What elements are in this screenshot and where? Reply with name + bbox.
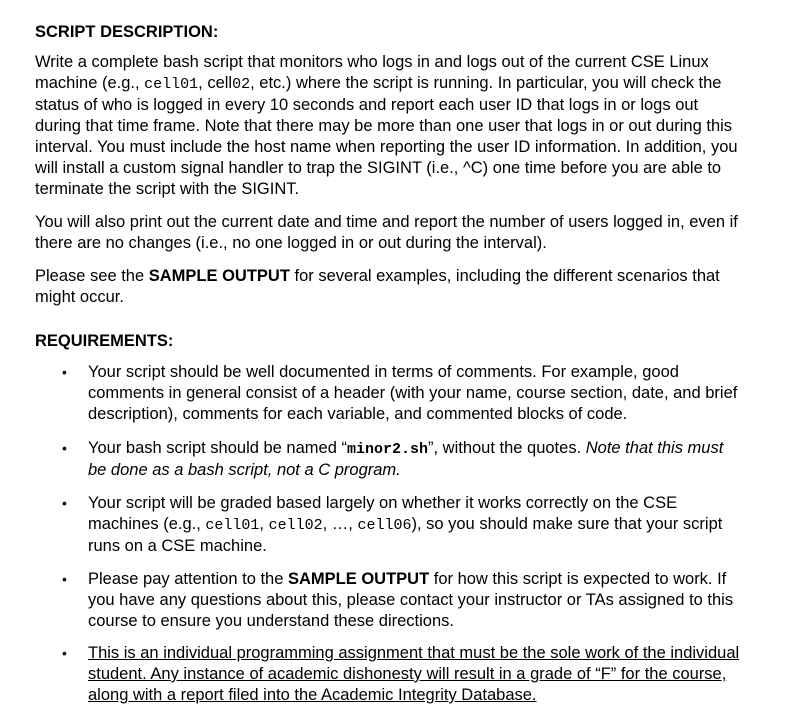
description-paragraph [35, 52, 741, 200]
requirement-item-documentation [62, 362, 741, 425]
code-cell01: cell01 [144, 76, 199, 93]
text-run: Please pay attention to the [88, 570, 288, 588]
requirement-item-sample-output [62, 569, 741, 632]
text-run: , [259, 515, 269, 533]
bullet-icon: • [62, 440, 67, 456]
code-filename: minor2.sh [346, 441, 428, 458]
date-time-paragraph: You will also print out the current date and time and report the number of users logged in, even if there are no changes (i.e., no one logged in or out during the interval). [35, 213, 738, 252]
code-cell02: cell02 [268, 517, 323, 534]
bullet-icon: • [62, 495, 67, 511]
requirements-heading: REQUIREMENTS: [35, 332, 174, 350]
bullet-icon: • [62, 364, 67, 380]
code-cell06: cell06 [357, 517, 412, 534]
integrity-text: This is an individual programming assignment that must be the sole work of the individual student. Any instance of academic dishonesty will result in a grade of “F” for the course, along with a report filed into the Academic Integrity Database. [88, 644, 740, 704]
script-description-heading: SCRIPT DESCRIPTION: [35, 23, 219, 41]
text-run: , …, [322, 515, 358, 533]
text-run: Your script will be graded based largely on whether it works correctly on the CSE machines (e.g., [88, 494, 678, 533]
bullet-icon: • [62, 571, 67, 587]
requirement-text: Your script should be well documented in terms of comments. For example, good comments in general consist of a header (with your name, course section, date, and brief description), comments for each variable, and commented blocks of code. [88, 363, 738, 423]
text-run: Write a complete bash script that monitors who logs in and logs out of the current CSE Linux machine (e.g., [35, 53, 709, 92]
text-run: for how this script is expected to work. If you have any questions about this, please contact your instructor or TAs assigned to this course to ensure you understand these directions. [88, 570, 734, 630]
bullet-icon: • [62, 645, 67, 661]
text-run: , etc.) where the script is running. In particular, you will check the status of who is logged in every 10 seconds and report each user ID that logs in or logs out during that time frame. Note that there may be more than one user that logs in or out during this interval. You must include the host name when reporting the user ID information. In addition, you will install a custom signal handler to trap the SIGINT (i.e., ^C) one time before you are able to terminate the script with the SIGINT. [35, 74, 738, 198]
text-run: Please see the [35, 267, 149, 285]
text-run: , cell [198, 74, 233, 92]
text-run: Your bash script should be named “ [88, 439, 347, 457]
code-02: 02 [232, 76, 251, 93]
text-run: for several examples, including the different scenarios that might occur. [35, 267, 720, 306]
sample-output-emphasis: SAMPLE OUTPUT [148, 267, 290, 285]
text-run: ”, without the quotes. [427, 439, 586, 457]
sample-output-paragraph [35, 266, 741, 308]
requirement-item-integrity [62, 643, 741, 706]
requirement-item-grading [62, 493, 741, 557]
code-cell01: cell01 [205, 517, 260, 534]
requirement-item-filename [62, 438, 741, 481]
text-run: ), so you should make sure that your script runs on a CSE machine. [88, 515, 723, 555]
italic-note: Note that this must be done as a bash script, not a C program. [88, 439, 724, 479]
sample-output-emphasis: SAMPLE OUTPUT [287, 570, 430, 588]
